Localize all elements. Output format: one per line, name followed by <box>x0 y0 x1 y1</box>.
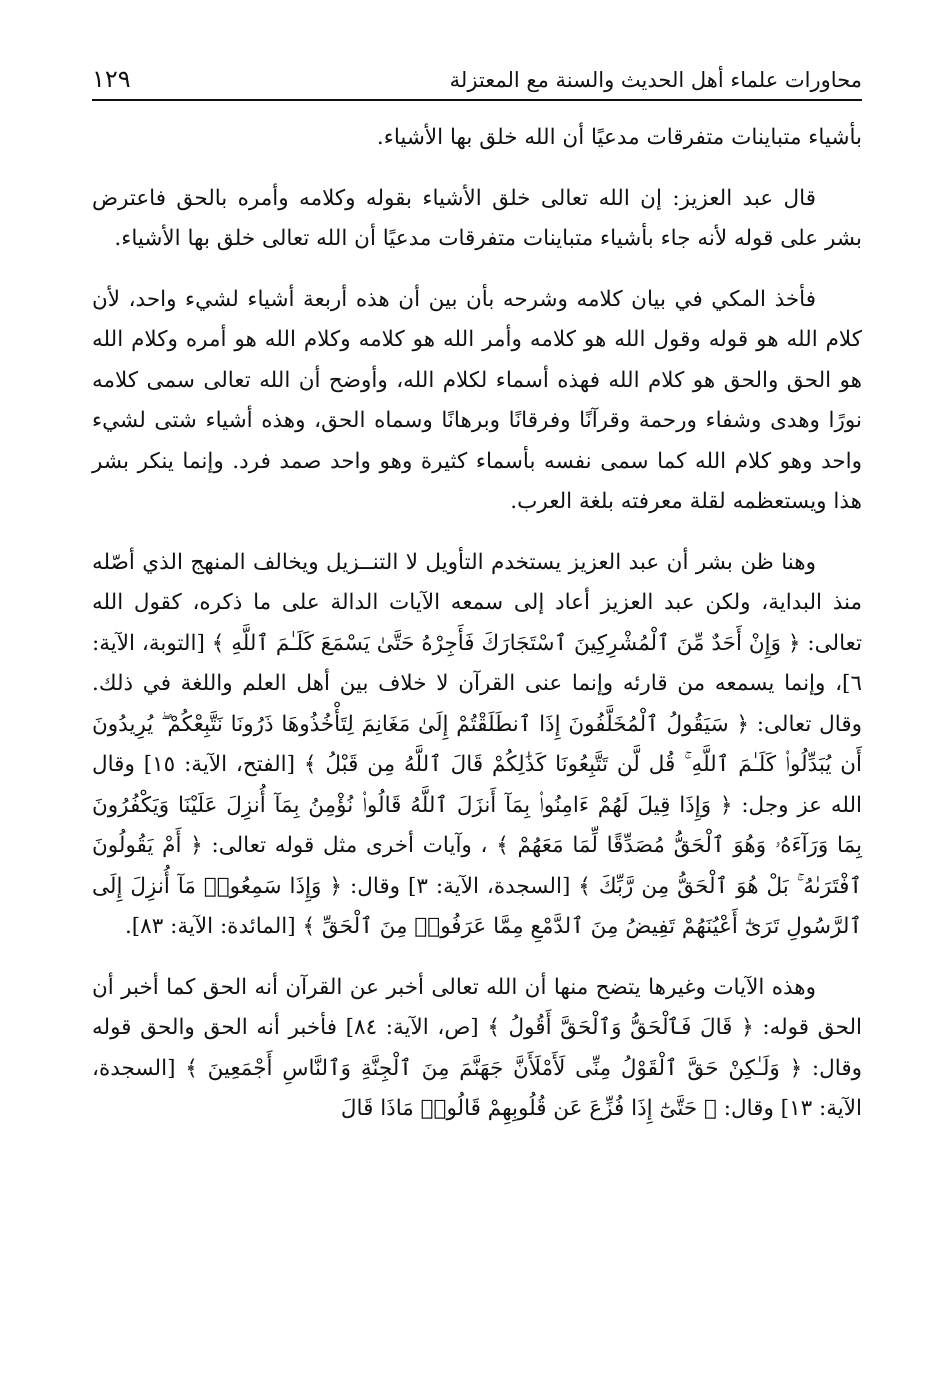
running-header <box>92 62 862 98</box>
paragraph-3: فأخذ المكي في بيان كلامه وشرحه بأن بين أن هذه أربعة أشياء لشيء واحد، لأن كلام الله هو قوله وقول الله هو كلامه وأمر الله هو كلامه وكلام الله هو أمره وكلام الله هو الحق والحق هو كلام الله فهذه أسماء لكلام الله، وأوضح أن الله تعالى سمى كلامه نورًا وهدى وشفاء ورحمة وقرآنًا وفرقانًا وبرهانًا وسماه الحق، وهذه أشياء شتى لشيء واحد وهو كلام الله كما سمى نفسه بأسماء كثيرة وهو واحد صمد فرد. وإنما ينكر بشر هذا ويستعظمه لقلة معرفته بلغة العرب. <box>92 286 862 514</box>
page-number: ١٢٩ <box>92 65 131 93</box>
paragraph-1: بأشياء متباينات متفرقات مدعيًا أن الله خلق بها الأشياء. <box>376 125 862 150</box>
paragraph-5: وهذه الآيات وغيرها يتضح منها أن الله تعالى أخبر عن القرآن أنه الحق كما أخبر أن الحق قوله: ﴿ قَالَ فَٱلْحَقُّ وَٱلْحَقَّ أَقُولُ ﴾ [ص، الآية: ٨٤] فأخبر أنه الحق والحق قوله وقال: ﴿ وَلَـٰكِنْ حَقَّ ٱلْقَوْلُ مِنِّى لَأَمْلَأَنَّ جَهَنَّمَ مِنَ ٱلْجِنَّةِ وَٱلنَّاسِ أَجْمَعِينَ ﴾ [السجدة، الآية: ١٣] وقال: ﴿ حَتَّىٰٓ إِذَا فُزِّعَ عَن قُلُوبِهِمْ قَالُوا۟ مَاذَا قَالَ <box>92 974 862 1121</box>
header-title: محاورات علماء أهل الحديث والسنة مع المعتزلة <box>449 68 862 92</box>
body-text <box>92 118 862 1130</box>
header-rule <box>92 99 862 101</box>
paragraph-2: قال عبد العزيز: إن الله تعالى خلق الأشياء بقوله وكلامه وأمره بالحق فاعترض بشر على قوله لأنه جاء بأشياء متباينات متفرقات مدعيًا أن الله تعالى خلق بها الأشياء. <box>92 185 862 251</box>
paragraph-4: وهنا ظن بشر أن عبد العزيز يستخدم التأويل لا التنــزيل ويخالف المنهج الذي أصّله منذ البداية، ولكن عبد العزيز أعاد إلى سمعه الآيات الدالة على ما ذكره، كقول الله تعالى: ﴿ وَإِنْ أَحَدٌ مِّنَ ٱلْمُشْرِكِينَ ٱسْتَجَارَكَ فَأَجِرْهُ حَتَّىٰ يَسْمَعَ كَلَـٰمَ ٱللَّهِ ﴾ [التوبة، الآية: ٦]، وإنما يسمعه من قارئه وإنما عنى القرآن لا خلاف بين أهل العلم واللغة في ذلك. وقال تعالى: ﴿ سَيَقُولُ ٱلْمُخَلَّفُونَ إِذَا ٱنطَلَقْتُمْ إِلَىٰ مَغَانِمَ لِتَأْخُذُوهَا ذَرُونَا نَتَّبِعْكُمْ ۖ يُرِيدُونَ أَن يُبَدِّلُوا۟ كَلَـٰمَ ٱللَّهِ ۚ قُل لَّن تَتَّبِعُونَا كَذَٰلِكُمْ قَالَ ٱللَّهُ مِن قَبْلُ ﴾ [الفتح، الآية: ١٥] وقال الله عز وجل: ﴿ وَإِذَا قِيلَ لَهُمْ ءَامِنُوا۟ بِمَآ أَنزَلَ ٱللَّهُ قَالُوا۟ نُؤْمِنُ بِمَآ أُنزِلَ عَلَيْنَا وَيَكْفُرُونَ بِمَا وَرَآءَهُۥ وَهُوَ ٱلْحَقُّ مُصَدِّقًا لِّمَا مَعَهُمْ ﴾ ، وآيات أخرى مثل قوله تعالى: ﴿ أَمْ يَقُولُونَ ٱفْتَرَىٰهُ ۚ بَلْ هُوَ ٱلْحَقُّ مِن رَّبِّكَ ﴾ [السجدة، الآية: ٣] وقال: ﴿ وَإِذَا سَمِعُوا۟ مَآ أُنزِلَ إِلَى ٱلرَّسُولِ تَرَىٰٓ أَعْيُنَهُمْ تَفِيضُ مِنَ ٱلدَّمْعِ مِمَّا عَرَفُوا۟ مِنَ ٱلْحَقِّ ﴾ [المائدة: الآية: ٨٣]. <box>92 549 862 939</box>
